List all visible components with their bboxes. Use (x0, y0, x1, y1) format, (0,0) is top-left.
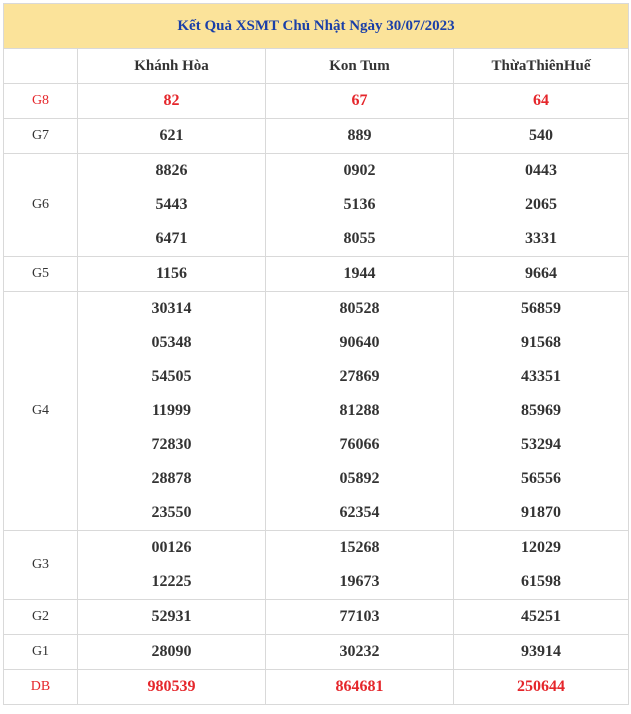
prize-row-g5 (4, 257, 629, 292)
result-number: 889 (266, 119, 454, 154)
result-number: 621 (78, 119, 266, 154)
results-table-container (3, 3, 628, 711)
result-number: 6471 (78, 222, 266, 257)
result-number: 45251 (454, 600, 629, 635)
result-number: 250644 (454, 670, 629, 705)
result-number: 5136 (266, 188, 454, 222)
result-number: 91870 (454, 496, 629, 531)
result-number: 54505 (78, 360, 266, 394)
result-number: 12225 (78, 565, 266, 600)
prize-label-g1: G1 (4, 635, 78, 670)
prize-label-g2: G2 (4, 600, 78, 635)
result-number: 56859 (454, 292, 629, 327)
result-number: 05892 (266, 462, 454, 496)
result-number: 80528 (266, 292, 454, 327)
result-number: 91568 (454, 326, 629, 360)
result-number: 1156 (78, 257, 266, 292)
prize-row-g6 (4, 188, 629, 222)
result-number: 19673 (266, 565, 454, 600)
result-number: 9664 (454, 257, 629, 292)
result-number: 76066 (266, 428, 454, 462)
table-title: Kết Quả XSMT Chủ Nhật Ngày 30/07/2023 (4, 4, 629, 49)
result-number: 82 (78, 84, 266, 119)
result-number: 0902 (266, 154, 454, 189)
result-number: 11999 (78, 394, 266, 428)
prize-label-g5: G5 (4, 257, 78, 292)
result-number: 27869 (266, 360, 454, 394)
result-number: 05348 (78, 326, 266, 360)
prize-row-g4 (4, 360, 629, 394)
result-number: 15268 (266, 531, 454, 566)
result-number: 85969 (454, 394, 629, 428)
result-number: 28878 (78, 462, 266, 496)
province-header-kon-tum[interactable]: Kon Tum (266, 49, 454, 84)
result-number: 61598 (454, 565, 629, 600)
title-row (4, 4, 629, 49)
prize-row-g3 (4, 565, 629, 600)
prize-label-g6: G6 (4, 154, 78, 257)
prize-label-g4: G4 (4, 292, 78, 531)
result-number: 864681 (266, 670, 454, 705)
result-number: 540 (454, 119, 629, 154)
result-number: 2065 (454, 188, 629, 222)
prize-row-g2 (4, 600, 629, 635)
prize-row-g4 (4, 428, 629, 462)
prize-label-g3: G3 (4, 531, 78, 600)
result-number: 00126 (78, 531, 266, 566)
header-empty-cell (4, 49, 78, 84)
result-number: 0443 (454, 154, 629, 189)
prize-row-g4 (4, 292, 629, 327)
result-number: 90640 (266, 326, 454, 360)
result-number: 980539 (78, 670, 266, 705)
result-number: 3331 (454, 222, 629, 257)
result-number: 77103 (266, 600, 454, 635)
prize-row-g4 (4, 462, 629, 496)
result-number: 12029 (454, 531, 629, 566)
result-number: 56556 (454, 462, 629, 496)
result-number: 8055 (266, 222, 454, 257)
province-header-thua-thien-hue[interactable]: ThừaThiênHuế (454, 49, 629, 84)
result-number: 64 (454, 84, 629, 119)
result-number: 81288 (266, 394, 454, 428)
result-number: 8826 (78, 154, 266, 189)
prize-row-g7 (4, 119, 629, 154)
province-header-row (4, 49, 629, 84)
result-number: 53294 (454, 428, 629, 462)
prize-row-g8 (4, 84, 629, 119)
province-header-khanh-hoa[interactable]: Khánh Hòa (78, 49, 266, 84)
prize-label-g8: G8 (4, 84, 78, 119)
result-number: 5443 (78, 188, 266, 222)
result-number: 28090 (78, 635, 266, 670)
prize-row-g3 (4, 531, 629, 566)
result-number: 72830 (78, 428, 266, 462)
prize-row-db (4, 670, 629, 705)
prize-label-db: DB (4, 670, 78, 705)
result-number: 1944 (266, 257, 454, 292)
prize-row-g4 (4, 496, 629, 531)
result-number: 43351 (454, 360, 629, 394)
lottery-results-table (3, 3, 629, 705)
result-number: 67 (266, 84, 454, 119)
result-number: 62354 (266, 496, 454, 531)
prize-row-g1 (4, 635, 629, 670)
prize-row-g6 (4, 222, 629, 257)
prize-row-g6 (4, 154, 629, 189)
result-number: 93914 (454, 635, 629, 670)
prize-row-g4 (4, 394, 629, 428)
result-number: 30232 (266, 635, 454, 670)
result-number: 30314 (78, 292, 266, 327)
prize-row-g4 (4, 326, 629, 360)
result-number: 52931 (78, 600, 266, 635)
prize-label-g7: G7 (4, 119, 78, 154)
result-number: 23550 (78, 496, 266, 531)
